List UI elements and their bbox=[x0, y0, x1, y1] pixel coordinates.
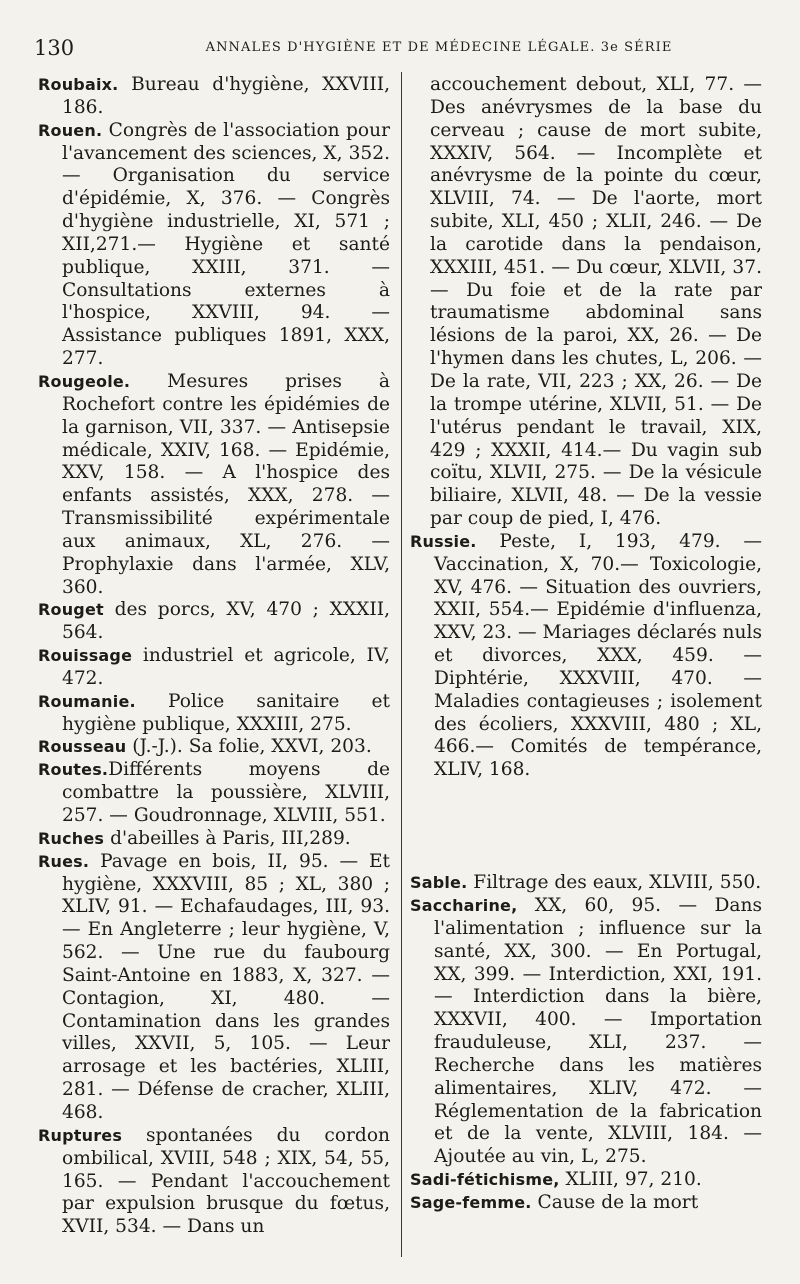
entry-text: Peste, I, 193, 479. — Vaccination, X, 70.— Toxicologie, XV, 476. — Situation des ouvriers, XXII, 554.— Epidémie d'influenza, XXV, 23. — Mariages déclarés nuls et divorces, XXX, 459. — Diphtérie, XXXVIII, 470. — Maladies contagieuses ; isolement des écoliers, XXXVIII, 480 ; XL, 466.— Comités de tempérance, XLIV, 168. bbox=[434, 530, 762, 781]
running-title: ANNALES D'HYGIÈNE ET DE MÉDECINE LÉGALE. 3e SÉRIE bbox=[205, 40, 673, 55]
entry-heading: Routes. bbox=[38, 760, 109, 780]
index-entry bbox=[410, 531, 762, 782]
entry-heading: Rouissage bbox=[38, 646, 133, 666]
index-entry bbox=[38, 691, 390, 737]
entry-text: des porcs, XV, 470 ; XXXII, 564. bbox=[62, 599, 390, 644]
entry-heading: Rouget bbox=[38, 600, 104, 620]
entry-heading: Rousseau bbox=[38, 737, 127, 757]
index-entry bbox=[38, 851, 390, 1125]
entry-text: Mesures prises à Rochefort contre les épidémies de la garnison, VII, 337. — Antisepsie médicale, XXIV, 168. — Epidémie, XXV, 158. — A l'hospice des enfants assistés, XXX, 278. — Transmissibilité expérimentale aux animaux, XL, 276. — Prophylaxie dans l'armée, XLV, 360. bbox=[62, 370, 390, 598]
entry-text: XX, 60, 95. — Dans l'alimentation ; influence sur la santé, XX, 300. — En Portugal, XX, 399. — Interdiction, XXI, 191. — Interdiction dans la bière, XXXVII, 400. — Importation frauduleuse, XLI, 237. — Recherche dans les matières alimentaires, XLIV, 472. — Réglementation de la fabrication et de la vente, XLVIII, 184. — Ajoutée au vin, L, 275. bbox=[434, 895, 762, 1168]
index-entry bbox=[410, 1169, 762, 1192]
entry-continuation: accouchement debout, XLI, 77. — Des anévrysmes de la base du cerveau ; cause de mort subite, XXXIV, 564. — Incomplète et anévrysme de la pointe du cœur, XLVIII, 74. — De l'aorte, mort subite, XLI, 450 ; XLII, 246. — De la carotide dans la pendaison, XXXIII, 451. — Du cœur, XLVII, 37. — Du foie et de la rate par traumatisme abdominal sans lésions de la paroi, XX, 26. — De l'hymen dans les chutes, L, 206. — De la rate, VII, 223 ; XX, 26. — De la trompe utérine, XLVII, 51. — De l'utérus pendant le travail, XIX, 429 ; XXXII, 414.— Du vagin sub coïtu, XLVII, 275. — De la vésicule biliaire, XLVII, 48. — De la vessie par coup de pied, I, 476. bbox=[430, 74, 762, 530]
entry-heading: Rues. bbox=[38, 851, 90, 871]
entry-text: spontanées du cordon ombilical, XVIII, 548 ; XIX, 54, 55, 165. — Pendant l'accouchement par expulsion brusque du fœtus, XVII, 534. — Dans un bbox=[62, 1124, 390, 1238]
entry-text: (J.-J.). Sa folie, XXVI, 203. bbox=[126, 736, 372, 758]
index-entry bbox=[410, 895, 762, 1169]
index-entry bbox=[410, 872, 762, 895]
entry-text: Police sanitaire et hygiène publique, XXXIII, 275. bbox=[62, 690, 390, 735]
left-column bbox=[38, 74, 390, 1239]
page-header bbox=[34, 36, 774, 60]
entry-text: industriel et agricole, IV, 472. bbox=[62, 645, 390, 689]
section-gap bbox=[410, 782, 762, 872]
entry-heading: Rouen. bbox=[38, 120, 103, 140]
column-divider bbox=[401, 72, 402, 1257]
index-entry bbox=[38, 736, 390, 759]
entry-heading: Ruptures bbox=[38, 1125, 123, 1145]
right-column bbox=[410, 74, 762, 1215]
entry-text: Bureau d'hygiène, XXVIII, 186. bbox=[62, 74, 390, 118]
entry-heading: Russie. bbox=[410, 531, 477, 551]
entry-text: Congrès de l'association pour l'avancement des sciences, X, 352. — Organisation du service d'épidémie, X, 376. — Congrès d'hygiène industrielle, XI, 571 ; XII,271.— Hygiène et santé publique, XXIII, 371. — Consultations externes à l'hospice, XXVIII, 94. — Assistance publiques 1891, XXX, 277. bbox=[62, 119, 390, 370]
index-entry bbox=[38, 371, 390, 599]
entry-heading: Roubaix. bbox=[38, 75, 119, 94]
entry-heading: Roumanie. bbox=[38, 691, 136, 711]
index-entry bbox=[38, 828, 390, 851]
entry-text: Filtrage des eaux, XLVIII, 550. bbox=[467, 872, 762, 894]
entry-heading: Ruches bbox=[38, 828, 105, 848]
entry-heading: Sage-femme. bbox=[410, 1192, 532, 1212]
entry-heading: Saccharine, bbox=[410, 896, 518, 915]
entry-text: Différents moyens de combattre la poussière, XLVIII, 257. — Goudronnage, XLVIII, 551. bbox=[62, 759, 390, 826]
index-entry bbox=[38, 1125, 390, 1239]
entry-text: Pavage en bois, II, 95. — Et hygiène, XXXVIII, 85 ; XL, 380 ; XLIV, 91. — Echafaudages, III, 93. — En Angleterre ; leur hygiène, V, 562. — Une rue du faubourg Saint-Antoine en 1883, X, 327. — Contagion, XI, 480. — Contamination dans les grandes villes, XXVII, 5, 105. — Leur arrosage et les bactéries, XLIII, 281. — Défense de cracher, XLIII, 468. bbox=[62, 850, 390, 1123]
entry-heading: Sadi-fétichisme, bbox=[410, 1170, 560, 1190]
index-entry bbox=[38, 645, 390, 691]
entry-heading: Sable. bbox=[410, 873, 468, 893]
index-entry bbox=[38, 759, 390, 828]
entry-heading: Rougeole. bbox=[38, 371, 131, 391]
index-entry bbox=[410, 1192, 762, 1215]
entry-text: d'abeilles à Paris, III,289. bbox=[104, 827, 351, 849]
index-entry bbox=[38, 74, 390, 120]
entry-text: Cause de la mort bbox=[531, 1191, 699, 1213]
index-entry bbox=[38, 599, 390, 645]
index-entry bbox=[38, 120, 390, 371]
entry-text: XLIII, 97, 210. bbox=[559, 1169, 702, 1191]
page-number: 130 bbox=[34, 36, 75, 60]
